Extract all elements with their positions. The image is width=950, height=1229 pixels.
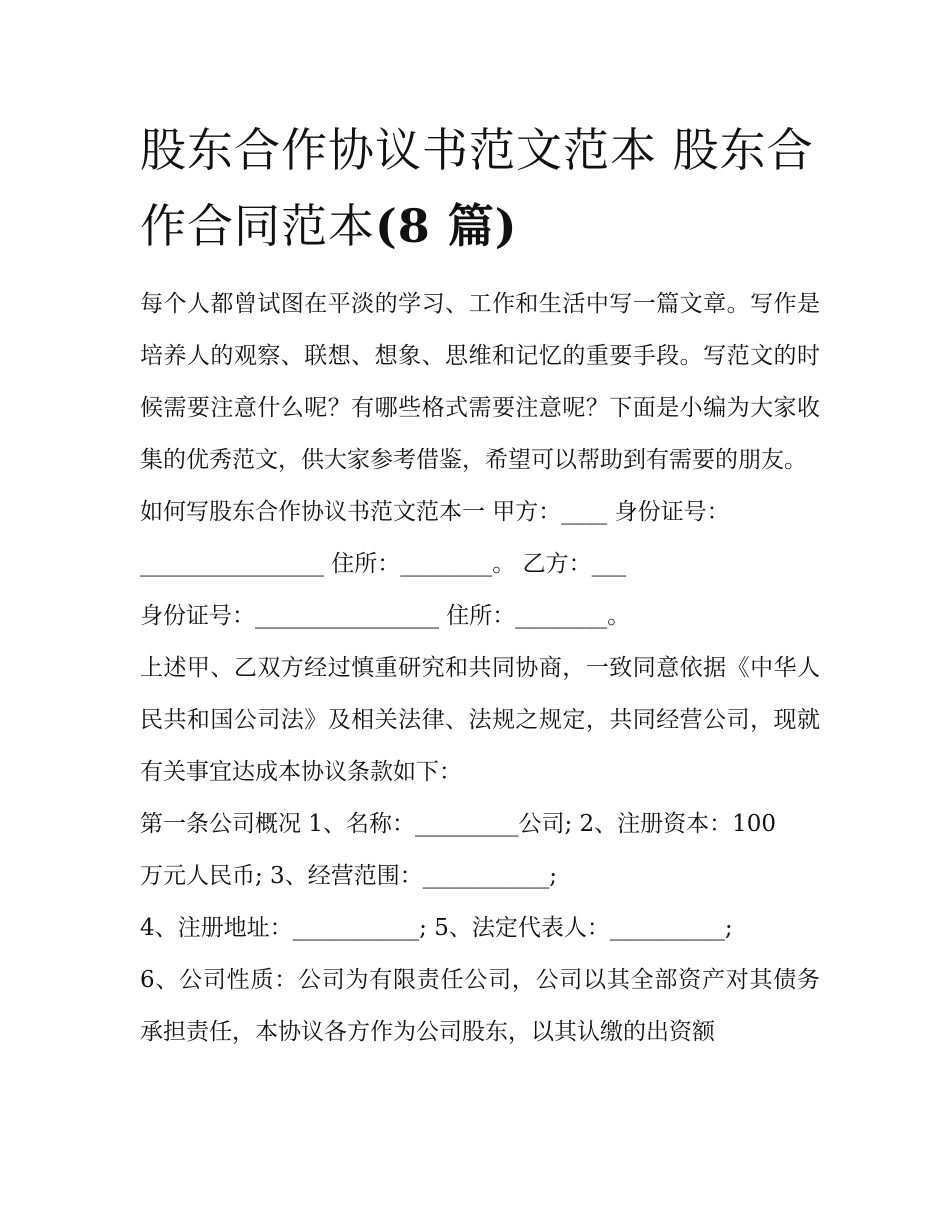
party-a-address-line: ________________ 住所：________。 乙方：___ (140, 551, 627, 577)
article-one-line-4: 6、公司性质：公司为有限责任公司，公司以其全部资产对其债务承担责任，本协议各方作为公司股东，以其认缴的出资额 (140, 967, 820, 1045)
agreement-preamble: 上述甲、乙双方经过慎重研究和共同协商，一致同意依据《中华人民共和国公司法》及相关法律、法规之规定，共同经营公司，现就有关事宜达成本协议条款如下： (140, 655, 820, 785)
article-one-line-3: 4、注册地址：___________; 5、法定代表人：__________; (140, 915, 733, 941)
article-one-line-2: 万元人民币; 3、经营范围：___________; (140, 863, 557, 889)
document-title-count: (8 篇) (375, 199, 518, 253)
document-title (140, 112, 820, 264)
party-b-line: 身份证号：________________ 住所：________。 (140, 603, 631, 629)
document-title-main: 股东合作协议书范文范本 股东合作合同范本 (140, 123, 814, 253)
party-a-line: 如何写股东合作协议书范文范本一 甲方：____ 身份证号： (140, 499, 730, 525)
article-one-line-1: 第一条公司概况 1、名称：_________公司; 2、注册资本：100 (140, 811, 777, 837)
document-page (140, 112, 820, 1058)
intro-paragraph: 每个人都曾试图在平淡的学习、工作和生活中写一篇文章。写作是培养人的观察、联想、想象、思维和记忆的重要手段。写范文的时候需要注意什么呢？有哪些格式需要注意呢？下面是小编为大家收集的优秀范文，供大家参考借鉴，希望可以帮助到有需要的朋友。 (140, 291, 820, 473)
